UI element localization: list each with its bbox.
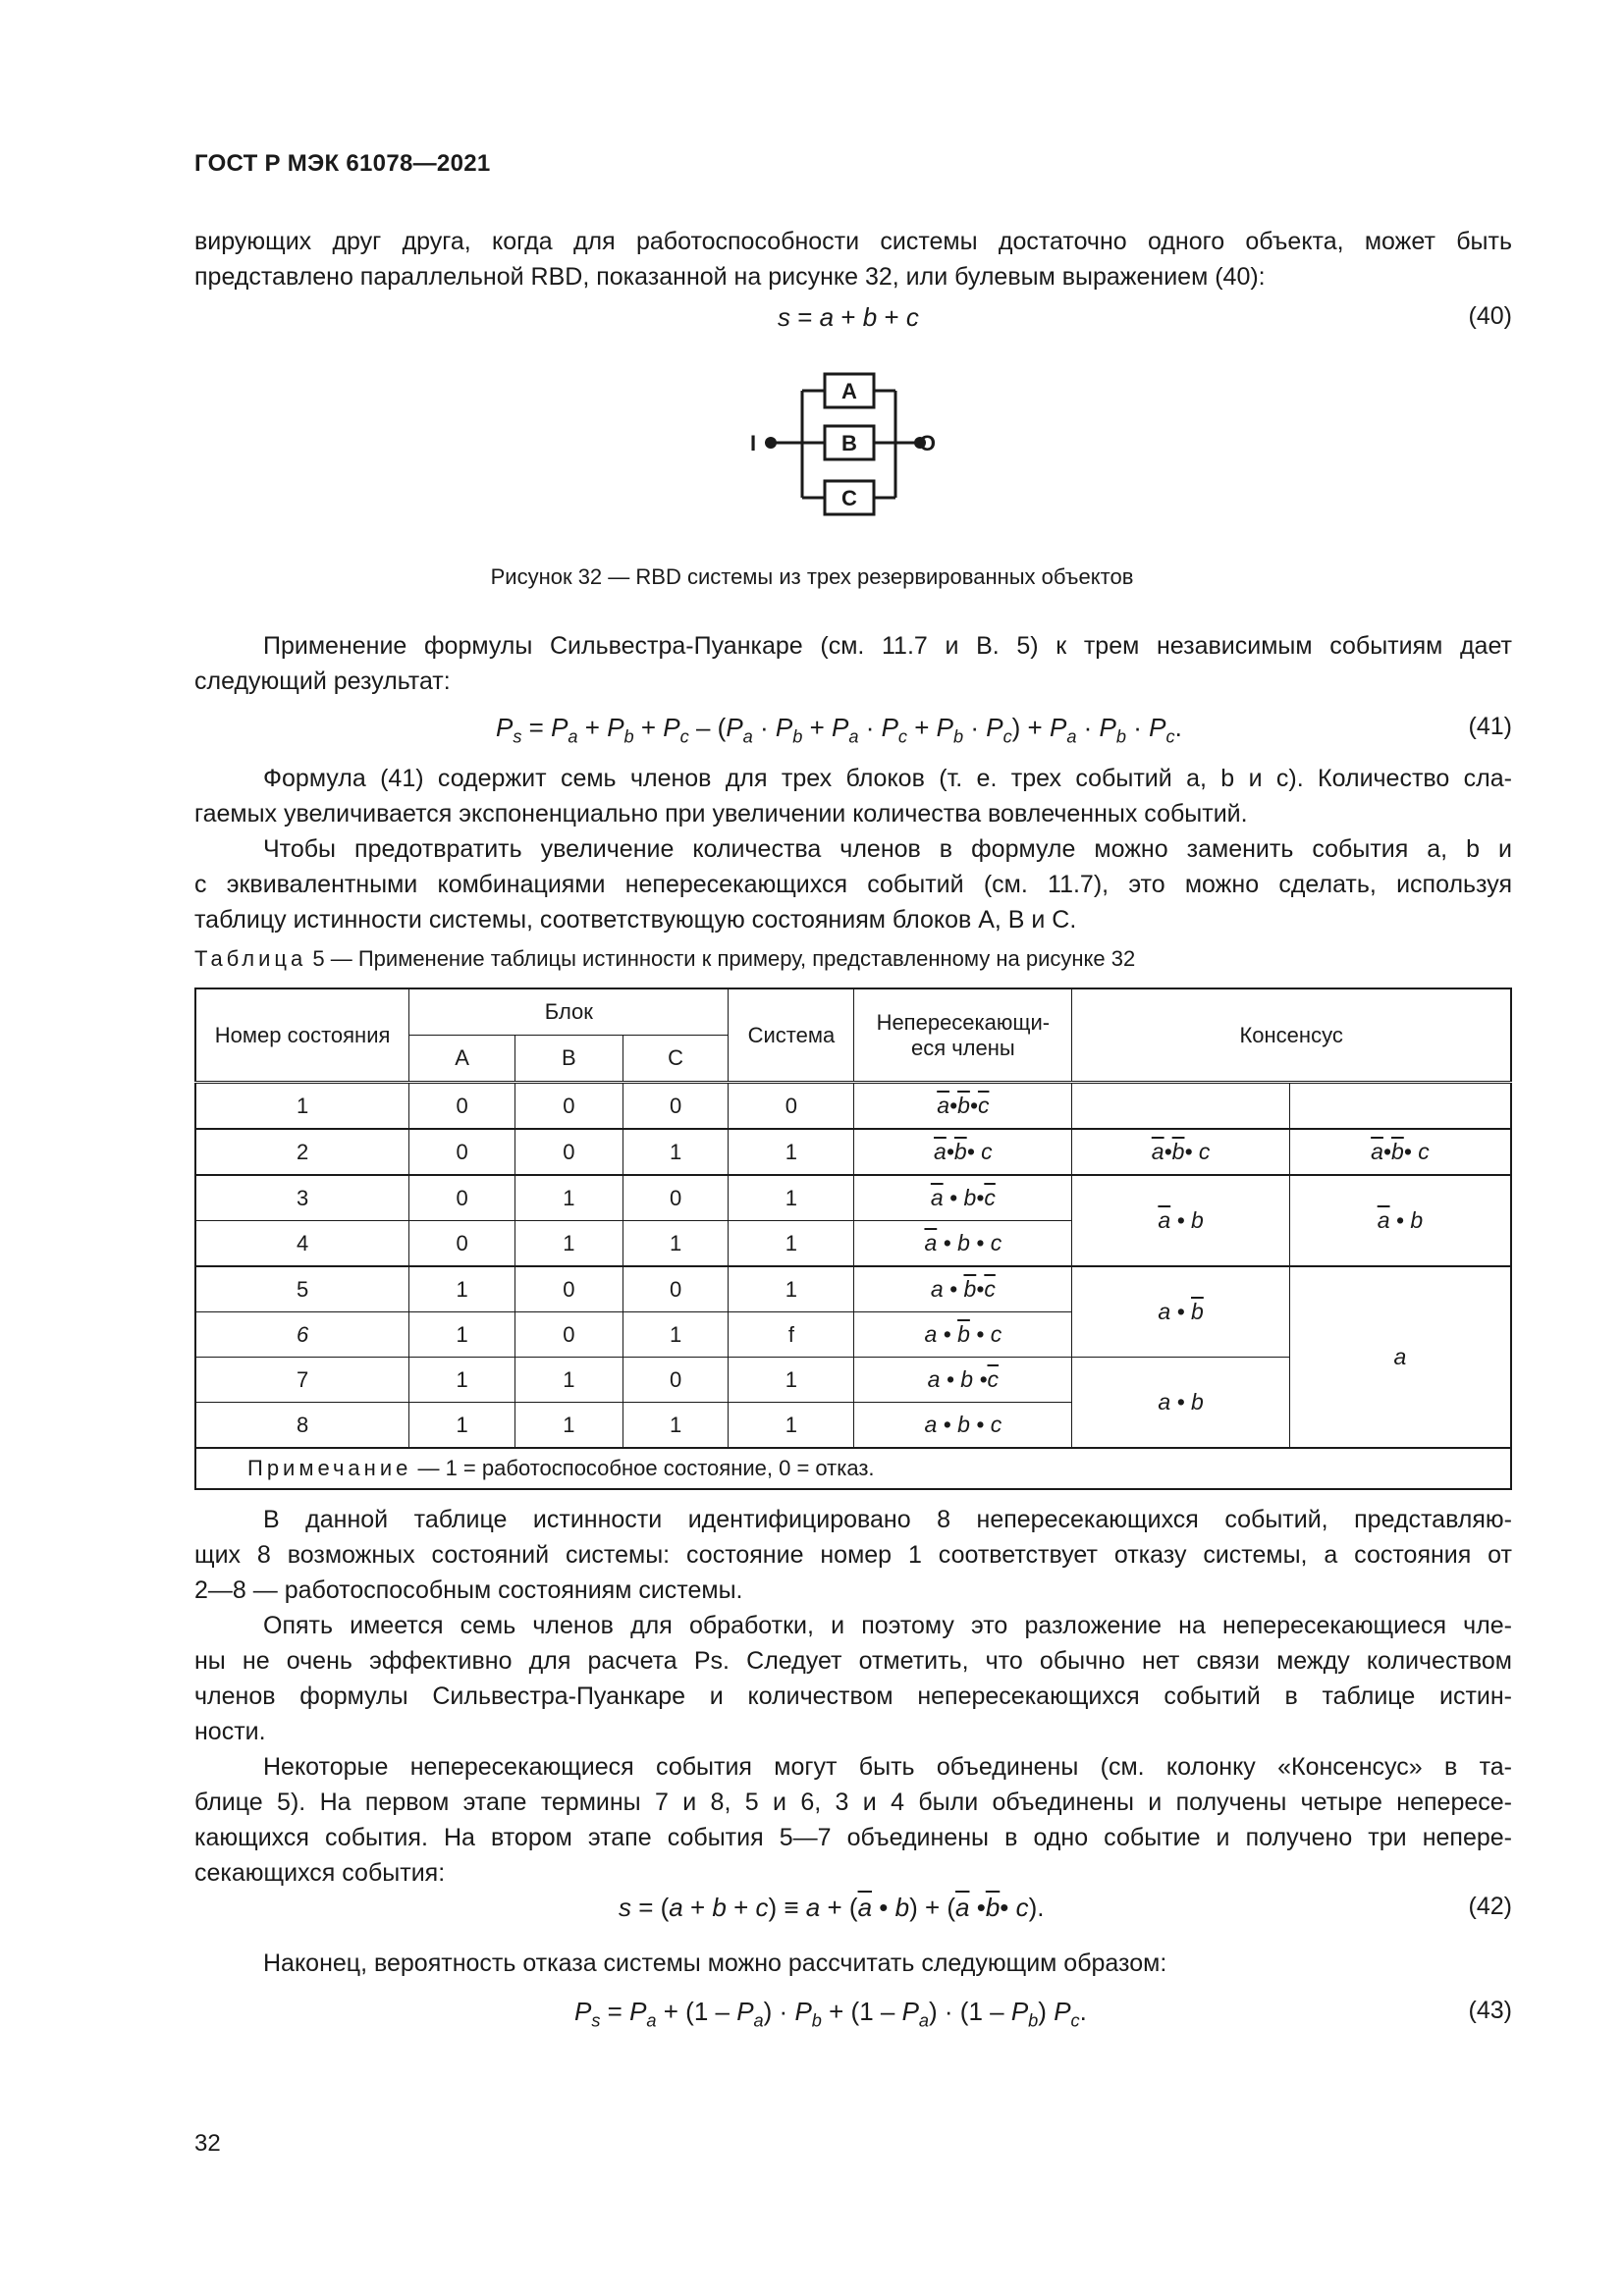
table-row [195,1175,1511,1221]
cell-c: 1 [623,1403,729,1449]
input-node [765,437,777,449]
header-col-a: А [409,1036,515,1083]
header-col-c: С [623,1036,729,1083]
table-note-label: Примечание [247,1456,412,1480]
cell-b: 1 [514,1403,623,1449]
cell-consensus1: $\overline{a}$ • b [1072,1175,1290,1266]
cell-b: 0 [514,1129,623,1175]
cell-b: 0 [514,1312,623,1358]
cell-c: 0 [623,1175,729,1221]
cell-system: 1 [729,1129,854,1175]
cell-consensus2: a [1289,1266,1511,1448]
cell-b: 1 [514,1221,623,1267]
equation-number: (41) [1468,713,1512,740]
paragraph-line: Чтобы предотвратить увеличение количества членов в формуле можно заменить события a, b и [263,835,1512,863]
cell-c: 1 [623,1221,729,1267]
header-col-b: В [514,1036,623,1083]
cell-term: $\overline{a}•\overline{b}•$ c [854,1129,1072,1175]
cell-state: 4 [195,1221,409,1267]
cell-a: 0 [409,1083,515,1130]
cell-state: 3 [195,1175,409,1221]
table-note [195,1448,1511,1489]
header-disjoint: Непересекающи-еся члены [854,988,1072,1083]
cell-state: 7 [195,1358,409,1403]
paragraph-line: c эквивалентными комбинациями непересекающихся событий (см. 11.7), это можно сделать, используя [194,871,1512,898]
cell-system: 0 [729,1083,854,1130]
paragraph-line: В данной таблице истинности идентифицировано 8 непересекающихся событий, представляю- [263,1506,1512,1533]
table-row [195,1266,1511,1312]
paragraph-line: секающихся события: [194,1859,446,1887]
cell-a: 1 [409,1312,515,1358]
output-label: O [918,431,936,455]
equation-number: (43) [1468,1997,1512,2024]
table-caption [194,946,1135,972]
block-a-label: A [841,379,857,403]
paragraph-line: ны не очень эффективно для расчета Ps. Следует отметить, что обычно нет связи между количеством [194,1647,1512,1675]
table-caption-text: 5 — Применение таблицы истинности к примеру, представленному на рисунке 32 [312,946,1136,971]
cell-consensus1: a • $\overline{b}$ [1072,1266,1290,1358]
cell-term: a • $\overline{b}$ • c [854,1312,1072,1358]
cell-system: f [729,1312,854,1358]
cell-consensus1: $\overline{a}•\overline{b}•$ c [1072,1129,1290,1175]
cell-system: 1 [729,1358,854,1403]
paragraph-line: Опять имеется семь членов для обработки, и поэтому это разложение на непересекающиеся чле- [263,1612,1512,1639]
cell-state: 6 [195,1312,409,1358]
figure-caption: Рисунок 32 — RBD системы из трех резервированных объектов [490,564,1134,589]
paragraph-line: вирующих друг друга, когда для работоспособности системы достаточно одного объекта, может быть [194,228,1512,255]
paragraph-line: ности. [194,1718,266,1745]
cell-a: 1 [409,1358,515,1403]
equation-42: $s = (a + b + c) \equiv a + (\overline{a}$ • $b) + (\overline{a}$ $•\overline{b}•$ c). [619,1893,1045,1922]
cell-state: 2 [195,1129,409,1175]
cell-a: 0 [409,1129,515,1175]
table-note-text: — 1 = работоспособное состояние, 0 = отказ. [417,1456,875,1480]
document-header: ГОСТ Р МЭК 61078—2021 [194,150,491,177]
cell-a: 0 [409,1221,515,1267]
cell-b: 1 [514,1358,623,1403]
table-caption-label: Таблица [194,946,307,971]
table-row [195,1129,1511,1175]
cell-consensus2 [1289,1083,1511,1130]
paragraph-line: Некоторые непересекающиеся события могут быть объединены (см. колонку «Консенсус» в та- [263,1753,1512,1781]
cell-a: 1 [409,1403,515,1449]
truth-table [194,988,1512,1490]
cell-a: 0 [409,1175,515,1221]
paragraph-line: щих 8 возможных состояний системы: состояние номер 1 соответствует отказу системы, а состояния от [194,1541,1512,1569]
cell-consensus2: $\overline{a}•\overline{b}•$ c [1289,1129,1511,1175]
cell-system: 1 [729,1175,854,1221]
cell-term: a • b • c [854,1403,1072,1449]
cell-state: 5 [195,1266,409,1312]
cell-term: $\overline{a}$ • b • c [854,1221,1072,1267]
paragraph-line: членов формулы Сильвестра-Пуанкаре и количеством непересекающихся событий в таблице истин- [194,1682,1512,1710]
cell-b: 1 [514,1175,623,1221]
paragraph-line: кающихся события. На втором этапе события 5—7 объединены в одно событие и получено три непере- [194,1824,1512,1851]
cell-term: a • b $•\overline{c}$ [854,1358,1072,1403]
paragraph-line: представлено параллельной RBD, показанной на рисунке 32, или булевым выражением (40): [194,263,1266,291]
cell-c: 1 [623,1129,729,1175]
header-consensus: Консенсус [1072,988,1511,1083]
cell-system: 1 [729,1266,854,1312]
paragraph-line: Формула (41) содержит семь членов для трех блоков (т. е. трех событий a, b и c). Количество сла- [263,765,1512,792]
cell-state: 1 [195,1083,409,1130]
cell-system: 1 [729,1221,854,1267]
paragraph-line: гаемых увеличивается экспоненциально при увеличении количества вовлеченных событий. [194,800,1248,828]
page-number: 32 [194,2130,221,2157]
cell-b: 0 [514,1266,623,1312]
equation-number: (42) [1468,1893,1512,1920]
cell-consensus1 [1072,1083,1290,1130]
cell-state: 8 [195,1403,409,1449]
cell-consensus1: a • b [1072,1358,1290,1449]
cell-c: 0 [623,1266,729,1312]
block-c-label: C [841,486,857,510]
paragraph-line: таблицу истинности системы, соответствующую состояниям блоков А, В и С. [194,906,1077,934]
paragraph-line: Наконец, вероятность отказа системы можно рассчитать следующим образом: [263,1949,1167,1977]
header-state: Номер состояния [195,988,409,1083]
cell-a: 1 [409,1266,515,1312]
cell-c: 0 [623,1358,729,1403]
cell-c: 1 [623,1312,729,1358]
cell-c: 0 [623,1083,729,1130]
cell-term: $\overline{a}$ • $b•\overline{c}$ [854,1175,1072,1221]
paragraph-line: следующий результат: [194,667,451,695]
cell-term: a • $\overline{b}•\overline{c}$ [854,1266,1072,1312]
equation-40: s = a + b + c [778,302,919,332]
table-row [195,1083,1511,1130]
equation-43: $P_s = P_a + (1 - P_a) \cdot P_b + (1 - P_a) \cdot (1 - P_b)$ $P_c$. [574,1997,1087,2031]
paragraph-line: Применение формулы Сильвестра-Пуанкаре (см. 11.7 и B. 5) к трем независимым событиям дает [263,632,1512,660]
header-system: Система [729,988,854,1083]
equation-number: (40) [1468,302,1512,330]
paragraph-line: блице 5). На первом этапе термины 7 и 8, 5 и 6, 3 и 4 были объединены и получены четыре непересе- [194,1789,1512,1816]
cell-consensus2: $\overline{a}$ • b [1289,1175,1511,1266]
cell-system: 1 [729,1403,854,1449]
cell-b: 0 [514,1083,623,1130]
paragraph-line: 2—8 — работоспособным состояниям системы. [194,1576,743,1604]
rbd-diagram [741,361,938,528]
equation-41: $P_s = P_a + P_b + P_c - (P_a \cdot P_b + P_a \cdot P_c + P_b \cdot P_c) + P_a \cdot P_b \cdot P_c$. [496,713,1182,747]
cell-term: $\overline{a}•\overline{b}•\overline{c}$ [854,1083,1072,1130]
block-b-label: B [841,431,857,455]
header-block: Блок [409,988,729,1036]
input-label: I [749,431,757,455]
